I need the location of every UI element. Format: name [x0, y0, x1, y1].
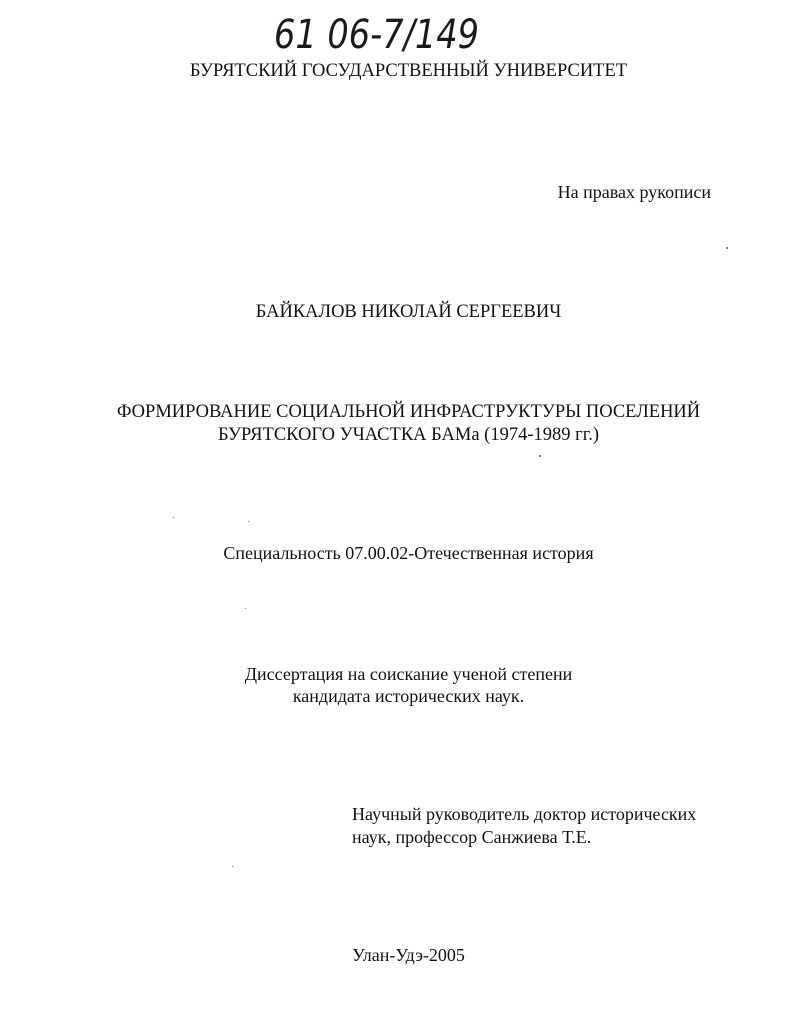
author-name: БАЙКАЛОВ НИКОЛАЙ СЕРГЕЕВИЧ	[255, 302, 562, 322]
dissertation-title-line-2: БУРЯТСКОГО УЧАСТКА БАМа (1974-1989 гг.)	[217, 425, 599, 445]
degree-line-2: кандидата исторических наук.	[292, 686, 525, 706]
dissertation-title-line-1: ФОРМИРОВАНИЕ СОЦИАЛЬНОЙ ИНФРАСТРУКТУРЫ ПОСЕЛЕНИЙ	[116, 402, 701, 422]
handwritten-archive-code	[272, 4, 492, 58]
supervisor-line-2: наук, профессор Санжиева Т.Е.	[352, 827, 592, 847]
supervisor-line-1: Научный руководитель доктор исторических	[352, 804, 697, 824]
scan-speck	[248, 521, 249, 522]
specialty: Специальность 07.00.02-Отечественная история	[223, 543, 594, 563]
scan-speck	[726, 247, 728, 249]
city-year: Улан-Удэ-2005	[352, 945, 465, 965]
scan-speck	[245, 608, 246, 609]
scan-speck	[173, 517, 174, 518]
manuscript-note: На правах рукописи	[557, 182, 711, 202]
scan-speck	[539, 455, 541, 457]
handwritten-code-text: 61 06-7/149	[274, 12, 479, 58]
university-name: БУРЯТСКИЙ ГОСУДАРСТВЕННЫЙ УНИВЕРСИТЕТ	[189, 61, 628, 81]
scan-speck	[232, 866, 233, 867]
degree-line-1: Диссертация на соискание ученой степени	[244, 664, 573, 684]
